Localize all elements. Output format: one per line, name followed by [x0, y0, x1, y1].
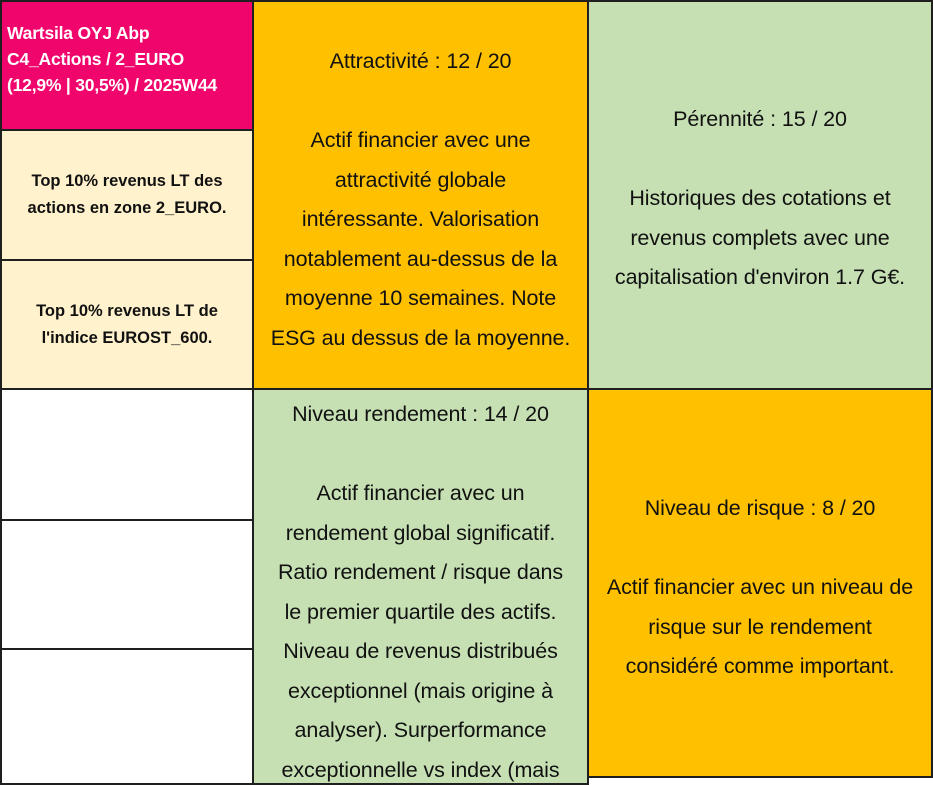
- asset-header-cell: [0, 0, 254, 131]
- attractivite-title: Attractivité : 12 / 20: [329, 49, 512, 73]
- perennite-line: revenus complets avec une: [630, 225, 890, 250]
- attractivite-cell: [252, 0, 589, 390]
- rendement-line: Ratio rendement / risque dans: [277, 560, 564, 584]
- perennite-cell: [587, 0, 933, 390]
- attractivite-line: intéressante. Valorisation: [301, 207, 540, 231]
- attractivite-line: notablement au-dessus de la: [283, 246, 558, 271]
- asset-name: Wartsila OYJ Abp: [7, 23, 150, 43]
- attractivite-line: moyenne 10 semaines. Note: [284, 286, 557, 310]
- rendement-line: Niveau de revenus distribués: [283, 639, 558, 663]
- rendement-title: Niveau rendement : 14 / 20: [292, 402, 549, 426]
- rendement-line: analyser). Surperformance: [294, 718, 547, 742]
- risque-title: Niveau de risque : 8 / 20: [644, 496, 876, 520]
- perennite-line: Historiques des cotations et: [629, 186, 891, 210]
- risque-line: considéré comme important.: [625, 654, 895, 678]
- risque-line: Actif financier avec un niveau de: [606, 575, 914, 599]
- empty-cell: [0, 519, 254, 650]
- rendement-line: Actif financier avec un: [316, 481, 525, 505]
- empty-cell: [0, 648, 254, 785]
- attractivite-line: ESG au dessus de la moyenne.: [270, 325, 571, 350]
- perennite-line: capitalisation d'environ 1.7 G€.: [614, 265, 906, 289]
- badge-index-text: Top 10% revenus LT de l'indice EUROST_600.: [36, 301, 218, 347]
- badge-zone-cell: [0, 129, 254, 261]
- badge-zone-text: Top 10% revenus LT des actions en zone 2_EURO.: [27, 172, 227, 217]
- attractivite-line: Actif financier avec une: [310, 128, 531, 152]
- empty-cell: [0, 388, 254, 521]
- rendement-line: exceptionnelle vs index (mais: [281, 757, 560, 782]
- rendement-line: exceptionnel (mais origine à: [288, 678, 553, 703]
- asset-stats: (12,9% | 30,5%) / 2025W44: [7, 75, 218, 95]
- rendement-line: rendement global significatif.: [285, 520, 556, 545]
- attractivite-line: attractivité globale: [334, 167, 507, 192]
- perennite-title: Pérennité : 15 / 20: [673, 107, 847, 131]
- asset-category: C4_Actions / 2_EURO: [7, 49, 185, 69]
- risque-line: risque sur le rendement: [648, 614, 872, 639]
- rendement-line: le premier quartile des actifs.: [284, 599, 557, 624]
- risque-cell: [587, 388, 933, 778]
- badge-index-cell: [0, 259, 254, 390]
- rendement-cell: [252, 388, 589, 785]
